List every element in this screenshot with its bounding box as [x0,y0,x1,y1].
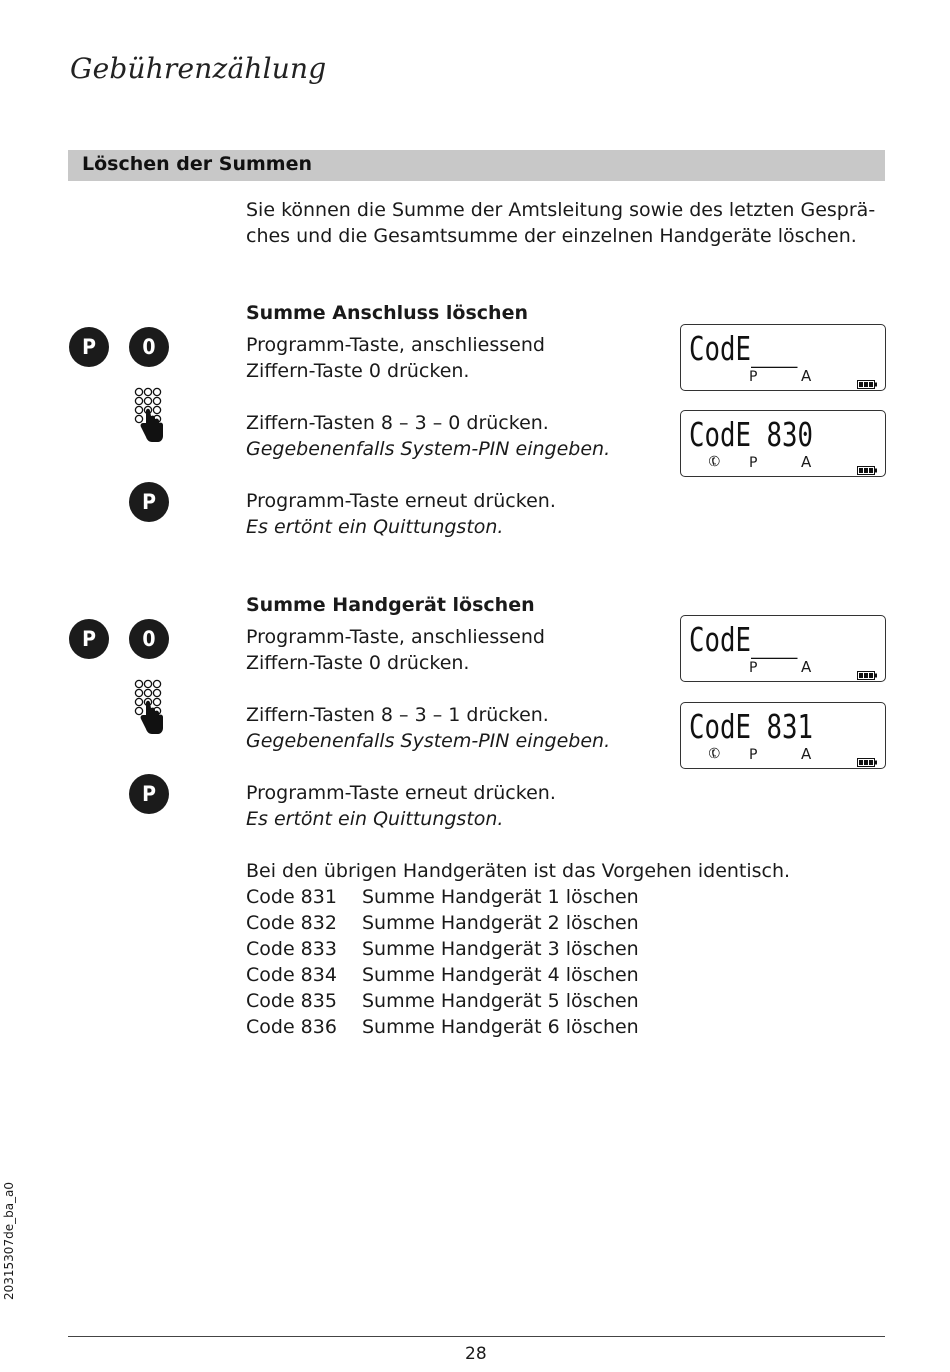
block-heading: Summe Anschluss löschen [246,302,528,324]
code-description: Summe Handgerät 5 löschen [362,990,639,1012]
lcd-text: CodE 830 [689,415,813,454]
intro-line: ches und die Gesamtsumme der einzelnen Handgeräte löschen. [246,225,857,247]
step-text [246,488,556,540]
step-line: Programm-Taste, anschliessend [246,334,545,356]
step-text [246,780,556,832]
step-text [246,624,545,676]
lcd-a-indicator: A [801,658,812,676]
program-key-icon: P [129,482,169,522]
lcd-p-indicator: P [749,660,758,676]
code-row [246,936,790,962]
keypad-icon [134,387,166,447]
step-text [246,332,545,384]
battery-icon [857,665,877,684]
step-line: Programm-Taste erneut drücken. [246,782,556,804]
zero-key-icon: 0 [129,327,169,367]
code-description: Summe Handgerät 3 löschen [362,938,639,960]
step-line: Programm-Taste, anschliessend [246,626,545,648]
program-key-icon: P [129,774,169,814]
lcd-text: CodE___ [689,620,798,659]
step-text [246,410,610,462]
lcd-a-indicator: A [801,453,812,471]
code-row [246,962,790,988]
section-title: Löschen der Summen [82,153,312,175]
document-id: 20315307de_ba_a0 [2,1181,16,1300]
code-number: Code 832 [246,912,337,934]
step-note: Gegebenenfalls System-PIN eingeben. [246,438,611,460]
phone-handset-icon: ✆ [705,744,724,764]
phone-handset-icon: ✆ [705,452,724,472]
lcd-a-indicator: A [801,367,812,385]
code-number: Code 831 [246,886,337,908]
code-description: Summe Handgerät 2 löschen [362,912,639,934]
page-title: Gebührenzählung [70,52,327,85]
lcd-text: CodE 831 [689,707,813,746]
page-number: 28 [465,1344,487,1364]
code-row [246,988,790,1014]
footer-divider [68,1336,885,1337]
step-note: Es ertönt ein Quittungston. [246,516,504,538]
codes-section [246,858,790,1040]
code-row [246,884,790,910]
section-header [68,150,885,181]
intro-line: Sie können die Summe der Amtsleitung sowie des letzten Gesprä- [246,199,876,221]
lcd-display [680,615,886,682]
program-key-icon: P [69,327,109,367]
code-number: Code 834 [246,964,337,986]
lcd-text: CodE___ [689,329,798,368]
lcd-p-indicator: P [749,369,758,385]
lcd-display [680,410,886,477]
battery-icon [857,752,877,771]
code-number: Code 835 [246,990,337,1012]
code-row [246,910,790,936]
zero-key-icon: 0 [129,619,169,659]
step-line: Ziffern-Tasten 8 – 3 – 0 drücken. [246,412,549,434]
battery-icon [857,460,877,479]
code-row [246,1014,790,1040]
code-description: Summe Handgerät 4 löschen [362,964,639,986]
code-number: Code 836 [246,1016,337,1038]
program-key-icon: P [69,619,109,659]
step-note: Gegebenenfalls System-PIN eingeben. [246,730,611,752]
code-description: Summe Handgerät 1 löschen [362,886,639,908]
keypad-icon [134,679,166,739]
block-heading: Summe Handgerät löschen [246,594,535,616]
battery-icon [857,374,877,393]
lcd-p-indicator: P [749,455,758,471]
step-line: Ziffern-Taste 0 drücken. [246,652,470,674]
step-line: Programm-Taste erneut drücken. [246,490,556,512]
lcd-p-indicator: P [749,747,758,763]
lcd-a-indicator: A [801,745,812,763]
code-number: Code 833 [246,938,337,960]
code-description: Summe Handgerät 6 löschen [362,1016,639,1038]
codes-intro: Bei den übrigen Handgeräten ist das Vorgehen identisch. [246,860,791,882]
step-text [246,702,610,754]
step-line: Ziffern-Tasten 8 – 3 – 1 drücken. [246,704,549,726]
step-note: Es ertönt ein Quittungston. [246,808,504,830]
intro-paragraph [246,197,875,249]
step-line: Ziffern-Taste 0 drücken. [246,360,470,382]
lcd-display [680,324,886,391]
lcd-display [680,702,886,769]
